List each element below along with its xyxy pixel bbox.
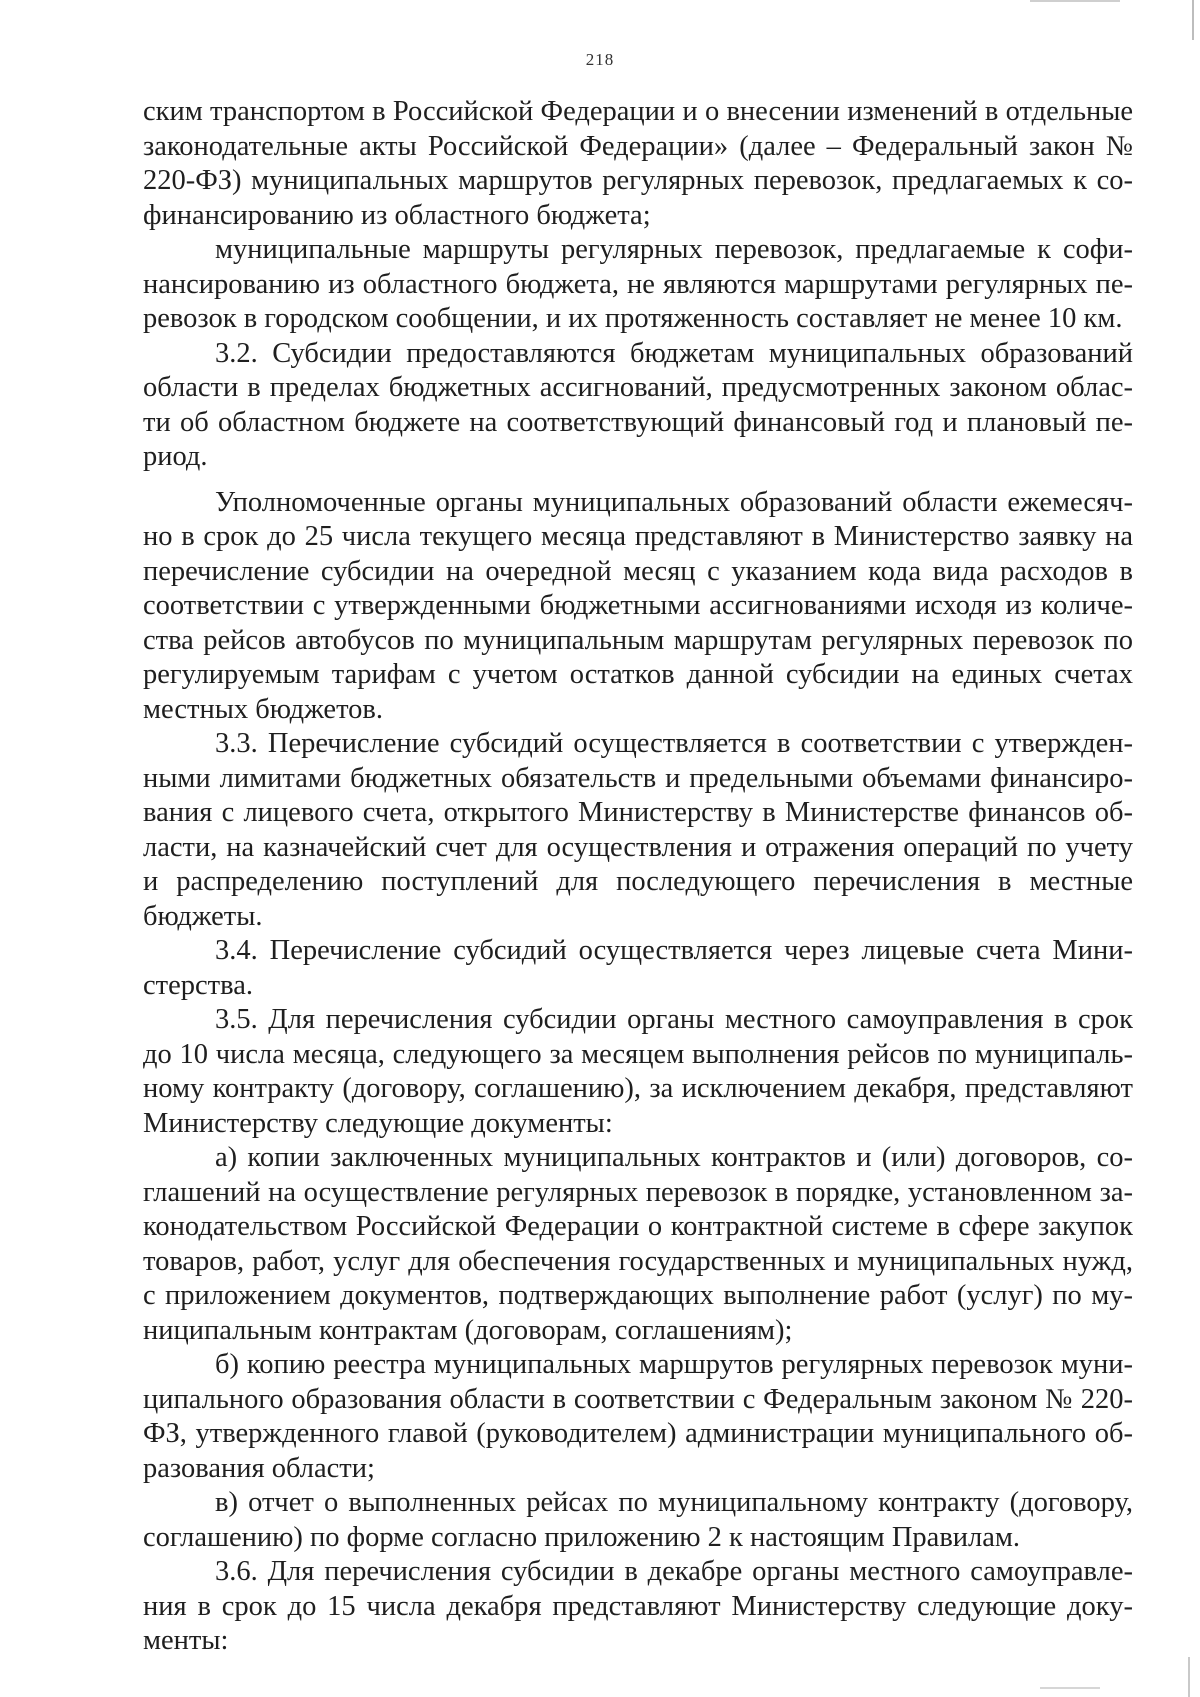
scan-artifact xyxy=(1030,0,1120,2)
list-item-b: б) копию реестра муниципальных маршрутов регулярных перевозок муниципального образования области в соответствии с Федеральным законом № 220-ФЗ, утвержденного главой (руководителем) администрации муниципального образования области; xyxy=(143,1349,1133,1484)
paragraph-3-6: 3.6. Для перечисления субсидии в декабре органы местного самоуправления в срок до 15 числа декабря представляют Министерству следующие документы: xyxy=(143,1556,1133,1656)
scan-artifact xyxy=(1188,1657,1190,1697)
paragraph-3-4: 3.4. Перечисление субсидий осуществляется через лицевые счета Министерства. xyxy=(143,935,1133,1001)
paragraph-monthly-request: Уполномоченные органы муниципальных образований области ежемесячно в срок до 25 числа текущего месяца представляют в Министерство заявку на перечисление субсидии на очередной месяц с указанием кода вида расходов в соответствии с утвержденными бюджетными ассигнованиями исходя из количества рейсов автобусов по муниципальным маршрутам регулярных перевозок по регулируемым тарифам с учетом остатков данной субсидии на единых счетах местных бюджетов. xyxy=(143,486,1133,725)
paragraph-3-2: 3.2. Субсидии предоставляются бюджетам муниципальных образований области в пределах бюджетных ассигнований, предусмотренных законом области об областном бюджете на соответствующий финансовый год и плановый период. xyxy=(143,337,1133,472)
scan-artifact xyxy=(1192,0,1194,40)
list-item-v: в) отчет о выполненных рейсах по муниципальному контракту (договору, соглашению) по форме согласно приложению 2 к настоящим Правилам. xyxy=(143,1487,1133,1553)
paragraph-3-5: 3.5. Для перечисления субсидии органы местного самоуправления в срок до 10 числа месяца, следующего за месяцем выполнения рейсов по муниципальному контракту (договору, соглашению), за исключением декабря, представляют Министерству следующие документы: xyxy=(143,1004,1133,1139)
paragraph-routes-condition: муниципальные маршруты регулярных перевозок, предлагаемые к софинансированию из областного бюджета, не являются маршрутами регулярных перевозок в городском сообщении, и их протяженность составляет не менее 10 км. xyxy=(143,234,1133,334)
document-body xyxy=(143,95,1133,1659)
scan-artifact xyxy=(1040,1687,1100,1689)
list-item-a: а) копии заключенных муниципальных контрактов и (или) договоров, соглашений на осуществление регулярных перевозок в порядке, установленном законодательством Российской Федерации о контрактной системе в сфере закупок товаров, работ, услуг для обеспечения государственных и муниципальных нужд, с приложением документов, подтверждающих выполнение работ (услуг) по муниципальным контрактам (договорам, соглашениям); xyxy=(143,1142,1133,1346)
page-number: 218 xyxy=(585,50,615,69)
paragraph-3-3: 3.3. Перечисление субсидий осуществляется в соответствии с утвержденными лимитами бюджетных обязательств и предельными объемами финансирования с лицевого счета, открытого Министерству в Министерстве финансов области, на казначейский счет для осуществления и отражения операций по учету и распределению поступлений для последующего перечисления в местные бюджеты. xyxy=(143,728,1133,932)
paragraph-continuation: ским транспортом в Российской Федерации и о внесении изменений в отдельные законодательные акты Российской Федерации» (далее – Федеральный закон № 220-ФЗ) муниципальных маршрутов регулярных перевозок, предлагаемых к софинансированию из областного бюджета; xyxy=(143,96,1133,231)
